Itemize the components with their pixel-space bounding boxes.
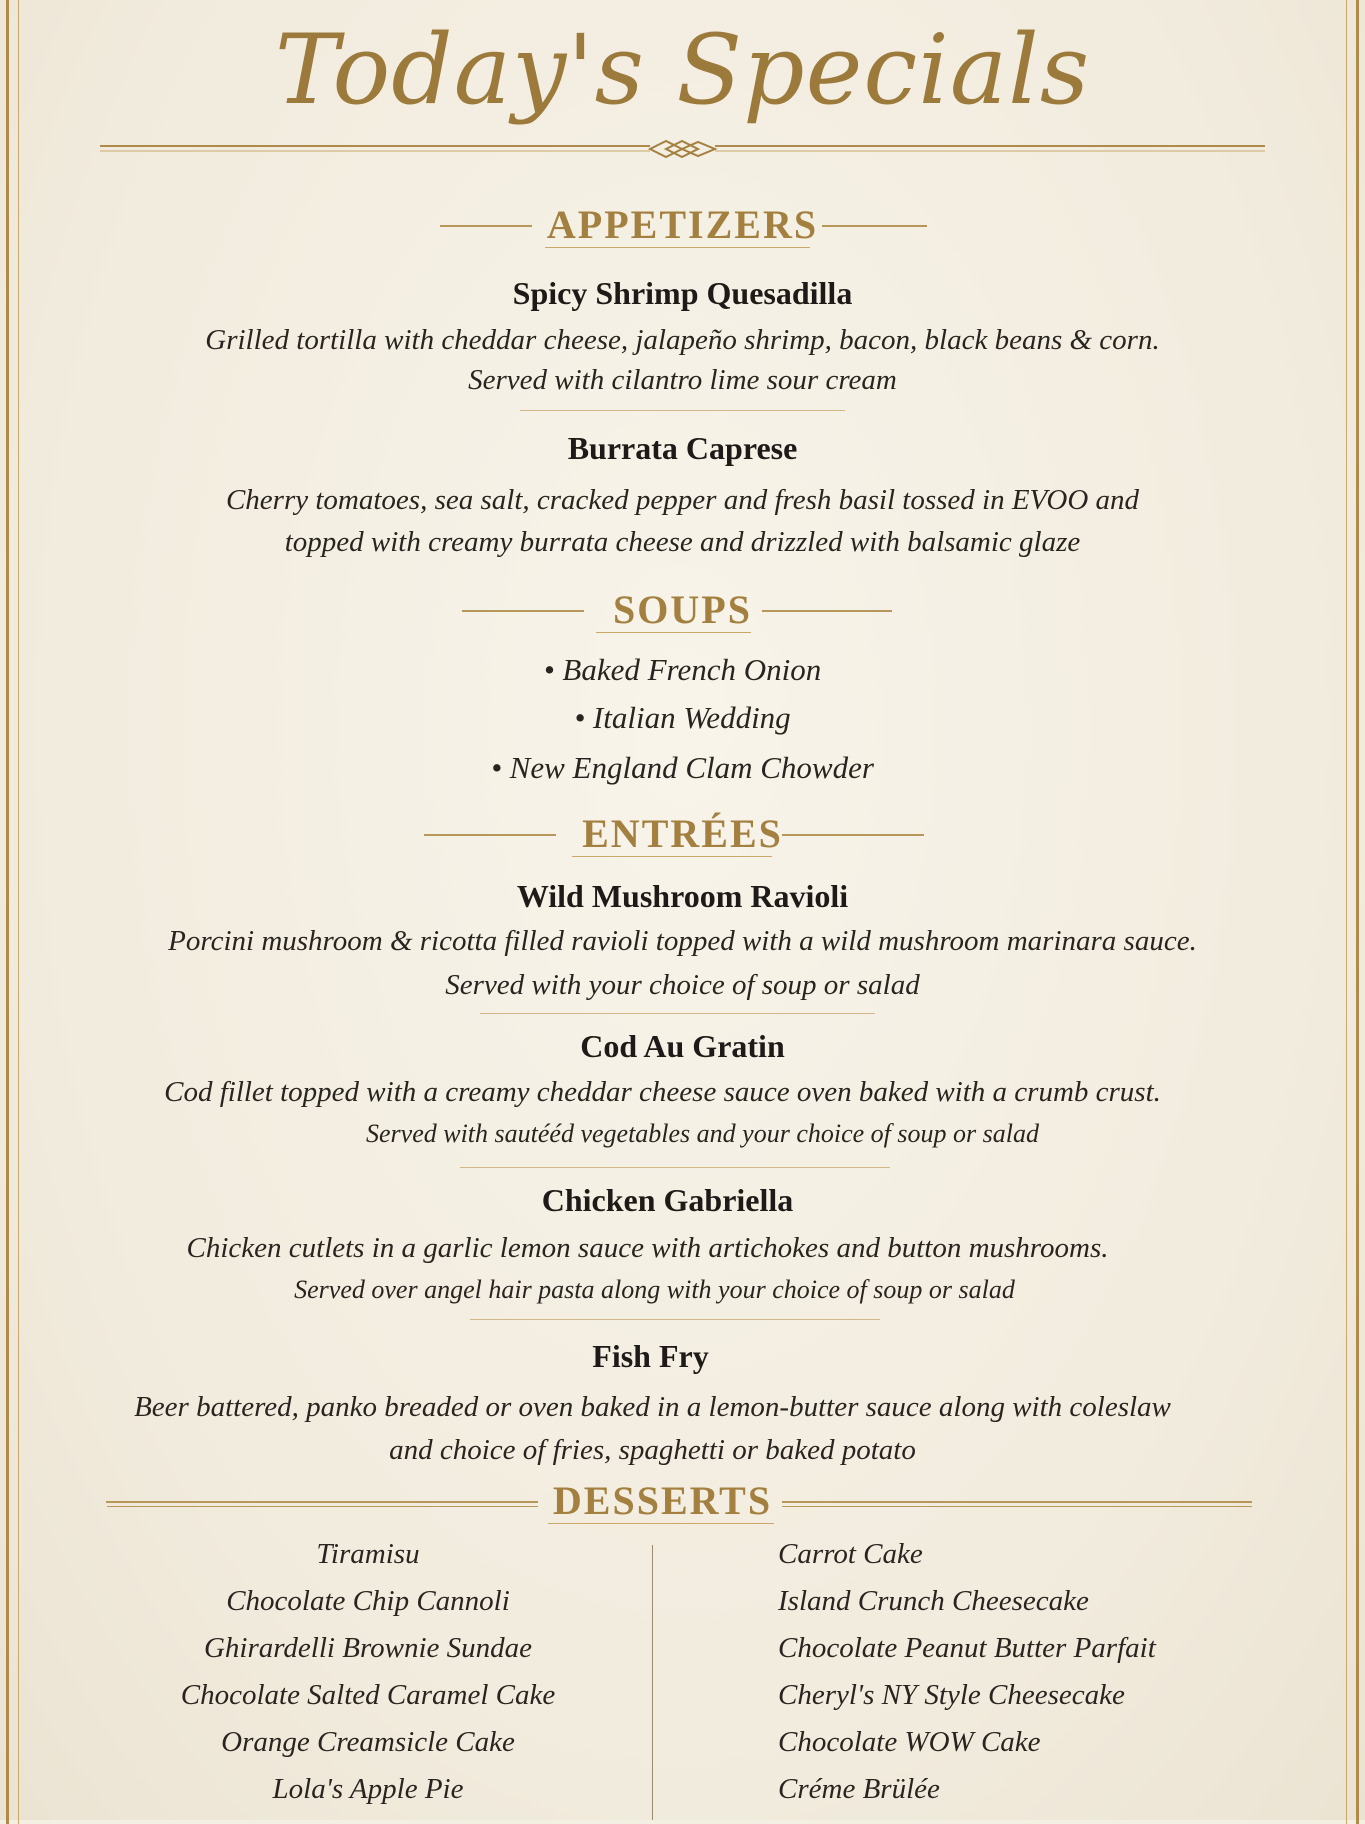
item-separator [480, 1013, 875, 1014]
section-heading: DESSERTS [552, 1478, 773, 1523]
list-item: Chocolate Peanut Butter Parfait [778, 1632, 1156, 1664]
item-separator [460, 1167, 890, 1168]
list-item: Ghirardelli Brownie Sundae [203, 1632, 533, 1664]
item-description: Served with sautééd vegetables and your choice of soup or salad [366, 1119, 1039, 1148]
section-soups [0, 585, 1365, 635]
section-desserts [0, 1476, 1365, 1526]
ornament-divider-icon [100, 137, 1265, 161]
item-description: Grilled tortilla with cheddar cheese, jalapeño shrimp, bacon, black beans & corn. [205, 324, 1160, 356]
item-description: Served with cilantro lime sour cream [468, 364, 897, 396]
item-separator [520, 410, 845, 411]
item-name: Burrata Caprese [567, 430, 798, 466]
item-name: Chicken Gabriella [541, 1182, 794, 1218]
section-heading: APPETIZERS [546, 202, 819, 247]
item-description: Served with your choice of soup or salad [445, 969, 920, 1001]
list-item: Lola's Apple Pie [272, 1773, 464, 1805]
page-title: Today's Specials [274, 14, 1091, 126]
list-item: • Baked French Onion [543, 652, 822, 687]
list-item: Cheryl's NY Style Cheesecake [778, 1679, 1125, 1711]
item-name: Wild Mushroom Ravioli [516, 878, 849, 914]
list-item: Chocolate Chip Cannoli [226, 1585, 510, 1617]
list-item: Island Crunch Cheesecake [778, 1585, 1089, 1617]
item-name: Cod Au Gratin [580, 1028, 785, 1064]
item-description: Cod fillet topped with a creamy cheddar cheese sauce oven baked with a crumb crust. [164, 1076, 1161, 1108]
section-heading: ENTRÉES [582, 811, 783, 856]
list-item: Tiramisu [316, 1538, 420, 1570]
list-item: Carrot Cake [778, 1538, 923, 1570]
column-divider [652, 1545, 653, 1820]
list-item: Orange Creamsicle Cake [221, 1726, 515, 1758]
item-description: Beer battered, panko breaded or oven baked in a lemon-butter sauce along with coleslaw [134, 1391, 1171, 1423]
item-name: Fish Fry [592, 1338, 709, 1374]
item-description: Served over angel hair pasta along with your choice of soup or salad [294, 1275, 1015, 1304]
item-description: and choice of fries, spaghetti or baked potato [389, 1434, 916, 1466]
section-appetizers [0, 200, 1365, 250]
list-item: Chocolate Salted Caramel Cake [180, 1679, 556, 1711]
section-entrees [0, 809, 1365, 859]
list-item: Créme Brülée [778, 1773, 940, 1805]
section-heading: SOUPS [613, 587, 752, 632]
item-description: Chicken cutlets in a garlic lemon sauce with artichokes and button mushrooms. [186, 1232, 1109, 1264]
item-description: Cherry tomatoes, sea salt, cracked pepper and fresh basil tossed in EVOO and [225, 484, 1140, 516]
item-separator [470, 1319, 880, 1320]
item-name: Spicy Shrimp Quesadilla [512, 275, 853, 311]
list-item: Chocolate WOW Cake [778, 1726, 1041, 1758]
item-description: topped with creamy burrata cheese and drizzled with balsamic glaze [284, 526, 1081, 558]
item-description: Porcini mushroom & ricotta filled ravioli topped with a wild mushroom marinara sauce. [168, 925, 1197, 957]
list-item: • New England Clam Chowder [491, 750, 874, 785]
list-item: • Italian Wedding [574, 700, 791, 735]
